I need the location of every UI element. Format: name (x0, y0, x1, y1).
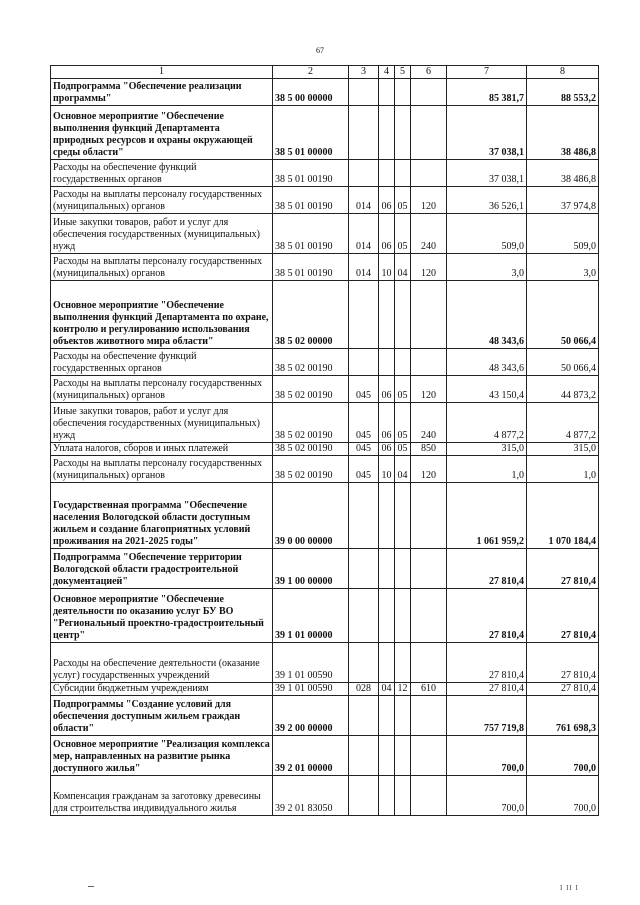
cell-c5: 12 (395, 683, 411, 696)
cell-v7: 4 877,2 (447, 403, 527, 443)
cell-name: Расходы на выплаты персоналу государственных (муниципальных) органов (51, 254, 273, 281)
cell-code: 38 5 01 00190 (273, 214, 349, 254)
cell-c5 (395, 106, 411, 160)
cell-code: 38 5 02 00190 (273, 443, 349, 456)
table-row (51, 79, 599, 106)
cell-c6: 120 (411, 456, 447, 483)
cell-code: 39 2 00 00000 (273, 696, 349, 736)
cell-c3: 045 (349, 376, 379, 403)
table-row (51, 187, 599, 214)
table-row (51, 214, 599, 254)
cell-c6 (411, 349, 447, 376)
cell-c4: 06 (379, 376, 395, 403)
cell-c4 (379, 696, 395, 736)
table-row (51, 696, 599, 736)
cell-c4 (379, 643, 395, 683)
cell-name: Расходы на обеспечение функций государственных органов (51, 160, 273, 187)
cell-c5 (395, 160, 411, 187)
table-row (51, 483, 599, 549)
header-cell: 2 (273, 66, 349, 79)
cell-code: 38 5 02 00190 (273, 403, 349, 443)
cell-c4 (379, 736, 395, 776)
cell-v7: 1 061 959,2 (447, 483, 527, 549)
cell-c6 (411, 549, 447, 589)
cell-c5 (395, 281, 411, 349)
cell-v7: 315,0 (447, 443, 527, 456)
cell-code: 38 5 01 00190 (273, 160, 349, 187)
cell-c6 (411, 736, 447, 776)
cell-c3 (349, 349, 379, 376)
cell-c5: 05 (395, 376, 411, 403)
cell-c3 (349, 549, 379, 589)
cell-c4 (379, 106, 395, 160)
cell-c3: 028 (349, 683, 379, 696)
cell-code: 38 5 02 00190 (273, 456, 349, 483)
cell-name: Компенсация гражданам за заготовку древесины для строительства индивидуального жилья (51, 776, 273, 816)
cell-v8: 88 553,2 (527, 79, 599, 106)
cell-v8: 4 877,2 (527, 403, 599, 443)
cell-v8: 27 810,4 (527, 683, 599, 696)
header-cell: 1 (51, 66, 273, 79)
cell-v8: 27 810,4 (527, 643, 599, 683)
cell-c5: 05 (395, 187, 411, 214)
cell-c3 (349, 776, 379, 816)
cell-v7: 36 526,1 (447, 187, 527, 214)
table-row (51, 776, 599, 816)
cell-v8: 509,0 (527, 214, 599, 254)
cell-c5 (395, 483, 411, 549)
cell-c6 (411, 79, 447, 106)
cell-c6: 120 (411, 187, 447, 214)
cell-c3 (349, 736, 379, 776)
cell-v7: 37 038,1 (447, 160, 527, 187)
cell-c5: 04 (395, 456, 411, 483)
cell-name: Подпрограмма "Обеспечение реализации программы" (51, 79, 273, 106)
cell-c6: 240 (411, 214, 447, 254)
cell-name: Расходы на выплаты персоналу государственных (муниципальных) органов (51, 456, 273, 483)
cell-c4 (379, 160, 395, 187)
table-row (51, 160, 599, 187)
cell-c6 (411, 483, 447, 549)
cell-c5 (395, 549, 411, 589)
cell-c4 (379, 483, 395, 549)
cell-c3: 045 (349, 443, 379, 456)
cell-c3: 045 (349, 403, 379, 443)
cell-c4 (379, 349, 395, 376)
cell-c6: 850 (411, 443, 447, 456)
cell-v7: 700,0 (447, 736, 527, 776)
cell-c5: 05 (395, 403, 411, 443)
cell-code: 38 5 01 00190 (273, 187, 349, 214)
header-cell: 6 (411, 66, 447, 79)
table-row (51, 683, 599, 696)
cell-c5: 04 (395, 254, 411, 281)
cell-v7: 27 810,4 (447, 643, 527, 683)
cell-c5 (395, 736, 411, 776)
cell-name: Расходы на обеспечение деятельности (оказание услуг) государственных учреждений (51, 643, 273, 683)
cell-name: Основное мероприятие "Обеспечение выполнения функций Департамента по охране, контролю и регулированию использования объектов животного мира области" (51, 281, 273, 349)
table-row (51, 643, 599, 683)
cell-c5 (395, 643, 411, 683)
table-row (51, 254, 599, 281)
table-row (51, 443, 599, 456)
cell-name: Основное мероприятие "Обеспечение деятельности по оказанию услуг БУ ВО "Региональный проектно-градостроительный центр" (51, 589, 273, 643)
table-row (51, 549, 599, 589)
table-row (51, 106, 599, 160)
table-row (51, 376, 599, 403)
page-number: 67 (316, 46, 324, 55)
budget-table (50, 65, 599, 816)
cell-c6: 610 (411, 683, 447, 696)
cell-name: Иные закупки товаров, работ и услуг для обеспечения государственных (муниципальных) нужд (51, 214, 273, 254)
cell-name: Расходы на выплаты персоналу государственных (муниципальных) органов (51, 376, 273, 403)
cell-c5 (395, 79, 411, 106)
cell-v7: 27 810,4 (447, 549, 527, 589)
cell-name: Субсидии бюджетным учреждениям (51, 683, 273, 696)
cell-c4 (379, 79, 395, 106)
cell-c3 (349, 79, 379, 106)
cell-c6 (411, 589, 447, 643)
cell-code: 38 5 01 00000 (273, 106, 349, 160)
cell-c3: 014 (349, 187, 379, 214)
cell-c3 (349, 160, 379, 187)
cell-c3 (349, 106, 379, 160)
cell-c4: 06 (379, 443, 395, 456)
cell-c3 (349, 696, 379, 736)
cell-v7: 48 343,6 (447, 349, 527, 376)
header-cell: 8 (527, 66, 599, 79)
cell-v7: 37 038,1 (447, 106, 527, 160)
cell-v7: 757 719,8 (447, 696, 527, 736)
cell-v7: 700,0 (447, 776, 527, 816)
cell-c3 (349, 281, 379, 349)
cell-c3: 014 (349, 254, 379, 281)
cell-code: 38 5 01 00190 (273, 254, 349, 281)
header-cell: 4 (379, 66, 395, 79)
cell-v8: 700,0 (527, 736, 599, 776)
cell-c3 (349, 589, 379, 643)
cell-c6 (411, 696, 447, 736)
cell-v8: 1,0 (527, 456, 599, 483)
table-row (51, 589, 599, 643)
cell-v8: 44 873,2 (527, 376, 599, 403)
header-cell: 3 (349, 66, 379, 79)
cell-c4: 06 (379, 187, 395, 214)
cell-c4 (379, 776, 395, 816)
cell-v8: 761 698,3 (527, 696, 599, 736)
table-row (51, 736, 599, 776)
cell-v8: 50 066,4 (527, 349, 599, 376)
cell-v8: 50 066,4 (527, 281, 599, 349)
cell-c6 (411, 776, 447, 816)
header-cell: 5 (395, 66, 411, 79)
cell-name: Подпрограмма "Обеспечение территории Вологодской области градостроительной документацией" (51, 549, 273, 589)
cell-v8: 38 486,8 (527, 160, 599, 187)
cell-v7: 509,0 (447, 214, 527, 254)
cell-c4 (379, 589, 395, 643)
cell-c5 (395, 776, 411, 816)
cell-code: 38 5 00 00000 (273, 79, 349, 106)
cell-v8: 3,0 (527, 254, 599, 281)
cell-c3: 014 (349, 214, 379, 254)
cell-code: 39 1 01 00590 (273, 683, 349, 696)
cell-name: Государственная программа "Обеспечение населения Вологодской области доступным жильем и создание благоприятных условий проживания на 2021-2025 годы" (51, 483, 273, 549)
cell-c6 (411, 106, 447, 160)
cell-c5 (395, 589, 411, 643)
cell-code: 38 5 02 00190 (273, 349, 349, 376)
cell-c4: 10 (379, 456, 395, 483)
cell-name: Расходы на выплаты персоналу государственных (муниципальных) органов (51, 187, 273, 214)
cell-code: 39 2 01 83050 (273, 776, 349, 816)
cell-c6: 120 (411, 254, 447, 281)
cell-name: Уплата налогов, сборов и иных платежей (51, 443, 273, 456)
cell-code: 39 1 01 00590 (273, 643, 349, 683)
cell-c5 (395, 696, 411, 736)
cell-c6 (411, 281, 447, 349)
cell-c4: 06 (379, 214, 395, 254)
cell-code: 38 5 02 00190 (273, 376, 349, 403)
cell-c4 (379, 549, 395, 589)
cell-v8: 38 486,8 (527, 106, 599, 160)
cell-v8: 315,0 (527, 443, 599, 456)
cell-c3 (349, 643, 379, 683)
cell-c4 (379, 281, 395, 349)
cell-c4: 10 (379, 254, 395, 281)
footer-mark: I II I (560, 884, 579, 892)
cell-v7: 43 150,4 (447, 376, 527, 403)
cell-name: Подпрограммы "Создание условий для обеспечения доступным жильем граждан области" (51, 696, 273, 736)
cell-c4: 06 (379, 403, 395, 443)
cell-v8: 1 070 184,4 (527, 483, 599, 549)
cell-c3: 045 (349, 456, 379, 483)
cell-c4: 04 (379, 683, 395, 696)
cell-code: 39 1 00 00000 (273, 549, 349, 589)
header-cell: 7 (447, 66, 527, 79)
table-row (51, 456, 599, 483)
cell-c6: 120 (411, 376, 447, 403)
cell-c5: 05 (395, 214, 411, 254)
cell-v8: 27 810,4 (527, 549, 599, 589)
cell-c6 (411, 643, 447, 683)
cell-v7: 48 343,6 (447, 281, 527, 349)
cell-code: 39 0 00 00000 (273, 483, 349, 549)
cell-v8: 27 810,4 (527, 589, 599, 643)
footer-dash (88, 886, 94, 887)
table-row (51, 281, 599, 349)
cell-c3 (349, 483, 379, 549)
cell-v8: 37 974,8 (527, 187, 599, 214)
cell-c6 (411, 160, 447, 187)
cell-name: Основное мероприятие "Обеспечение выполнения функций Департамента природных ресурсов и охраны окружающей среды области" (51, 106, 273, 160)
table-row (51, 403, 599, 443)
cell-code: 38 5 02 00000 (273, 281, 349, 349)
cell-code: 39 2 01 00000 (273, 736, 349, 776)
cell-c5 (395, 349, 411, 376)
cell-c5: 05 (395, 443, 411, 456)
cell-c6: 240 (411, 403, 447, 443)
cell-name: Иные закупки товаров, работ и услуг для обеспечения государственных (муниципальных) нужд (51, 403, 273, 443)
cell-v7: 85 381,7 (447, 79, 527, 106)
cell-v7: 1,0 (447, 456, 527, 483)
table-row (51, 349, 599, 376)
table-header-row (51, 66, 599, 79)
cell-code: 39 1 01 00000 (273, 589, 349, 643)
cell-v7: 3,0 (447, 254, 527, 281)
cell-v7: 27 810,4 (447, 683, 527, 696)
cell-name: Расходы на обеспечение функций государственных органов (51, 349, 273, 376)
cell-name: Основное мероприятие "Реализация комплекса мер, направленных на развитие рынка доступного жилья" (51, 736, 273, 776)
cell-v8: 700,0 (527, 776, 599, 816)
cell-v7: 27 810,4 (447, 589, 527, 643)
